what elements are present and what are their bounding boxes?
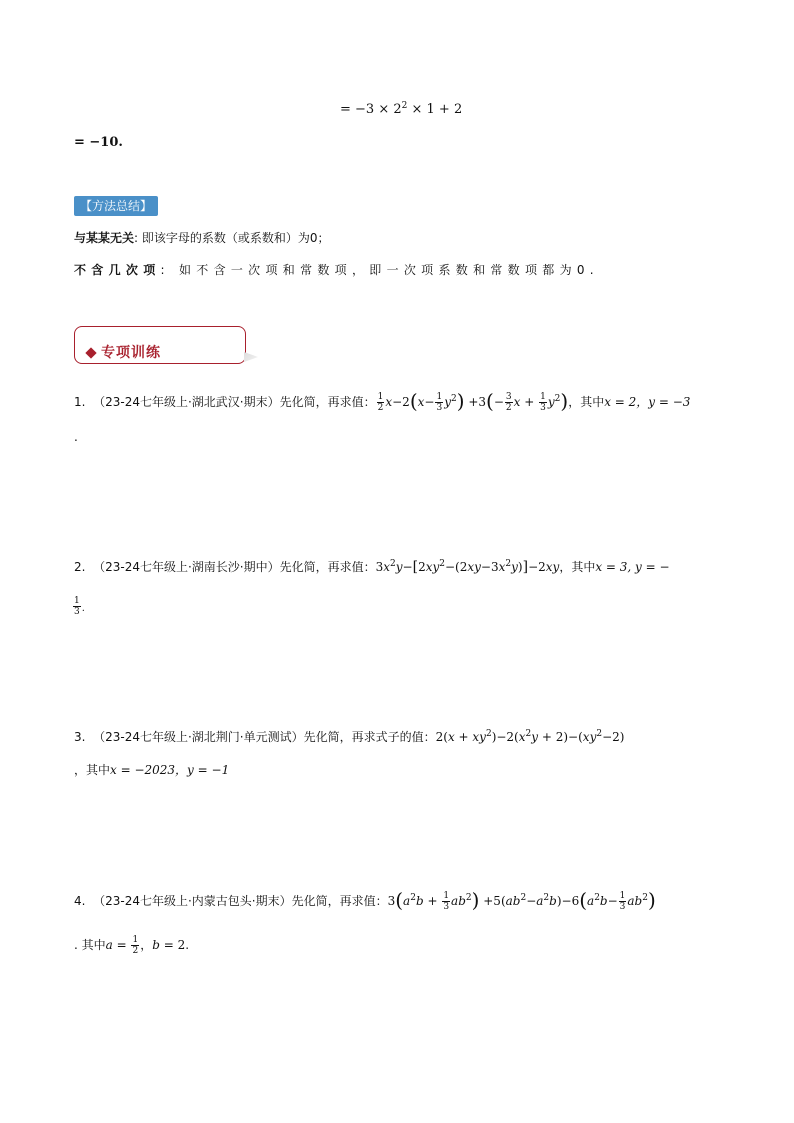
- problem-4: [74, 888, 656, 912]
- problem-source: （23-24七年级上·湖北武汉·期末）先化简，再求值：: [93, 395, 376, 409]
- problem-1-condition: x = 2，y = −3: [604, 395, 691, 409]
- banner-fold-decoration: [244, 352, 258, 362]
- problem-2-tail: $\frac{1}{3}$ .: [74, 596, 85, 617]
- method-summary-badge: 【方法总结】: [74, 196, 158, 216]
- rule-2-text: : 如不含一次项和常数项，即一次项系数和常数项都为0.: [160, 263, 599, 277]
- problem-1: [74, 389, 691, 413]
- condition-prefix: ，其中: [568, 395, 605, 409]
- problem-2-condition: x = 3, y = −: [595, 560, 670, 574]
- rule-1-text: : 即该字母的系数（或系数和）为0；: [134, 231, 330, 245]
- problem-source: （23-24七年级上·湖南长沙·期中）先化简，再求值：: [93, 560, 376, 574]
- problem-number: 4.: [74, 894, 86, 908]
- problem-number: 1.: [74, 395, 86, 409]
- rule-2-term: 不含几次项: [74, 263, 161, 277]
- problem-3-condition-line: [74, 761, 229, 778]
- problem-4-condition-line: [74, 935, 189, 956]
- problem-number: 2.: [74, 560, 86, 574]
- solution-result-line: = −10.: [74, 135, 123, 150]
- condition-prefix: ，其中: [74, 763, 111, 777]
- problem-4-condition: a = $\frac{1}{2}$ ，b = 2.: [105, 935, 190, 956]
- condition-prefix: . 其中: [74, 938, 106, 952]
- problem-3-condition: x = −2023，y = −1: [110, 763, 230, 777]
- problem-4-expression: $3(a^2b$ + $\frac{1}{3}$ $ab^2) +5(ab^2-a^2b)-6(a^2b-$ $\frac{1}{3}$ $ab^2$): [387, 888, 656, 912]
- section-title: 专项训练: [101, 345, 161, 361]
- problem-3: [74, 728, 624, 745]
- problem-1-expression: $\frac{1}{2}$ x−2(x− $\frac{1}{3}$ $y^2) +3(-$ $\frac{3}{2}$ x + $\frac{1}{3}$ $y^2$): [377, 389, 569, 413]
- method-rule-1: [74, 229, 330, 246]
- method-rule-2: [74, 261, 599, 278]
- problem-2-expression: $3x^2y-[2xy^2-(2xy-3x^2y)]-2xy$: [375, 559, 560, 575]
- problem-1-tail: .: [74, 430, 78, 444]
- diamond-icon: [85, 347, 96, 358]
- problem-number: 3.: [74, 730, 86, 744]
- condition-prefix: ，其中: [559, 560, 596, 574]
- problem-source: （23-24七年级上·内蒙古包头·期末）先化简，再求值：: [93, 894, 388, 908]
- problem-2: [74, 558, 670, 575]
- problem-source: （23-24七年级上·湖北荆门·单元测试）先化简，再求式子的值：: [93, 730, 436, 744]
- section-banner: [74, 326, 246, 364]
- rule-1-term: 与某某无关: [74, 231, 135, 245]
- solution-step-line: = $-3 \times 2^2 \times 1 + 2$: [340, 101, 463, 117]
- problem-3-expression: $2(x + xy^2)-2(x^2y + 2)-(xy^2-2)$: [435, 729, 625, 744]
